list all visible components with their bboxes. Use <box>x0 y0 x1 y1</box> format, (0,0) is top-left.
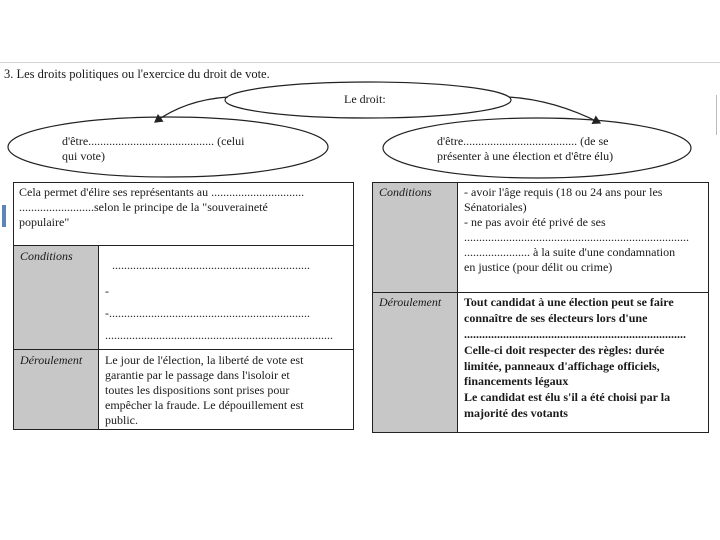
left-table-label-column <box>14 246 98 429</box>
right-conditions-line-5: ...................... à la suite d'une condamnation <box>464 245 676 259</box>
right-conditions-line-2: Sénatoriales) <box>464 200 527 214</box>
left-deroulement-line-1: Le jour de l'élection, la liberté de vote est <box>105 353 304 367</box>
right-bubble-line-2: présenter à une élection et d'être élu) <box>437 149 614 163</box>
right-conditions-line-6: en justice (pour délit ou crime) <box>464 260 613 274</box>
right-deroulement-label: Déroulement <box>379 295 442 309</box>
left-intro-line-2: .........................selon le principe de la "souveraineté <box>19 200 268 214</box>
left-table-column-rule <box>98 245 99 430</box>
right-conditions-line-4: ........................................................................... <box>464 230 689 244</box>
section-heading: 3. Les droits politiques ou l'exercice du droit de vote. <box>4 67 270 81</box>
left-conditions-line-3: -................................................................... <box>105 306 310 320</box>
left-conditions-line-2: - <box>105 284 109 298</box>
left-deroulement-line-5: public. <box>105 413 138 427</box>
left-deroulement-line-4: empêcher la fraude. Le dépouillement est <box>105 398 304 412</box>
left-intro-line-3: populaire" <box>19 215 70 229</box>
left-deroulement-line-2: garantie par le passage dans l'isoloir et <box>105 368 290 382</box>
right-deroulement-line-4: Celle-ci doit respecter des règles: durée <box>464 343 665 357</box>
left-deroulement-line-3: toutes les dispositions sont prises pour <box>105 383 290 397</box>
right-deroulement-line-5: limitée, panneaux d'affichage officiels, <box>464 359 660 373</box>
right-table-column-rule <box>457 182 458 433</box>
center-bubble-text: Le droit: <box>344 92 386 106</box>
right-conditions-label: Conditions <box>379 185 432 199</box>
right-bubble-line-1: d'être...................................... (de se <box>437 134 609 148</box>
left-conditions-label: Conditions <box>20 249 73 263</box>
right-deroulement-line-7: Le candidat est élu s'il a été choisi par la <box>464 390 671 404</box>
right-deroulement-line-1: Tout candidat à une élection peut se faire <box>464 295 674 309</box>
left-table-rule-2 <box>13 349 354 350</box>
right-deroulement-line-8: majorité des votants <box>464 406 568 420</box>
left-bubble-line-1: d'être.......................................... (celui <box>62 134 245 148</box>
left-deroulement-label: Déroulement <box>20 353 83 367</box>
right-conditions-line-1: - avoir l'âge requis (18 ou 24 ans pour les <box>464 185 663 199</box>
right-table-rule-1 <box>372 292 709 293</box>
left-conditions-line-1: .................................................................. <box>112 258 310 272</box>
right-conditions-line-3: - ne pas avoir été privé de ses <box>464 215 606 229</box>
right-deroulement-line-6: financements légaux <box>464 374 569 388</box>
left-table-rule-1 <box>13 245 354 246</box>
right-deroulement-line-2: connaître de ses électeurs lors d'une <box>464 311 648 325</box>
right-deroulement-line-3: .......................................................................... <box>464 327 686 341</box>
left-intro-line-1: Cela permet d'élire ses représentants au ............................... <box>19 185 305 199</box>
left-bubble-line-2: qui vote) <box>62 149 105 163</box>
left-conditions-line-4: ............................................................................ <box>105 328 333 342</box>
